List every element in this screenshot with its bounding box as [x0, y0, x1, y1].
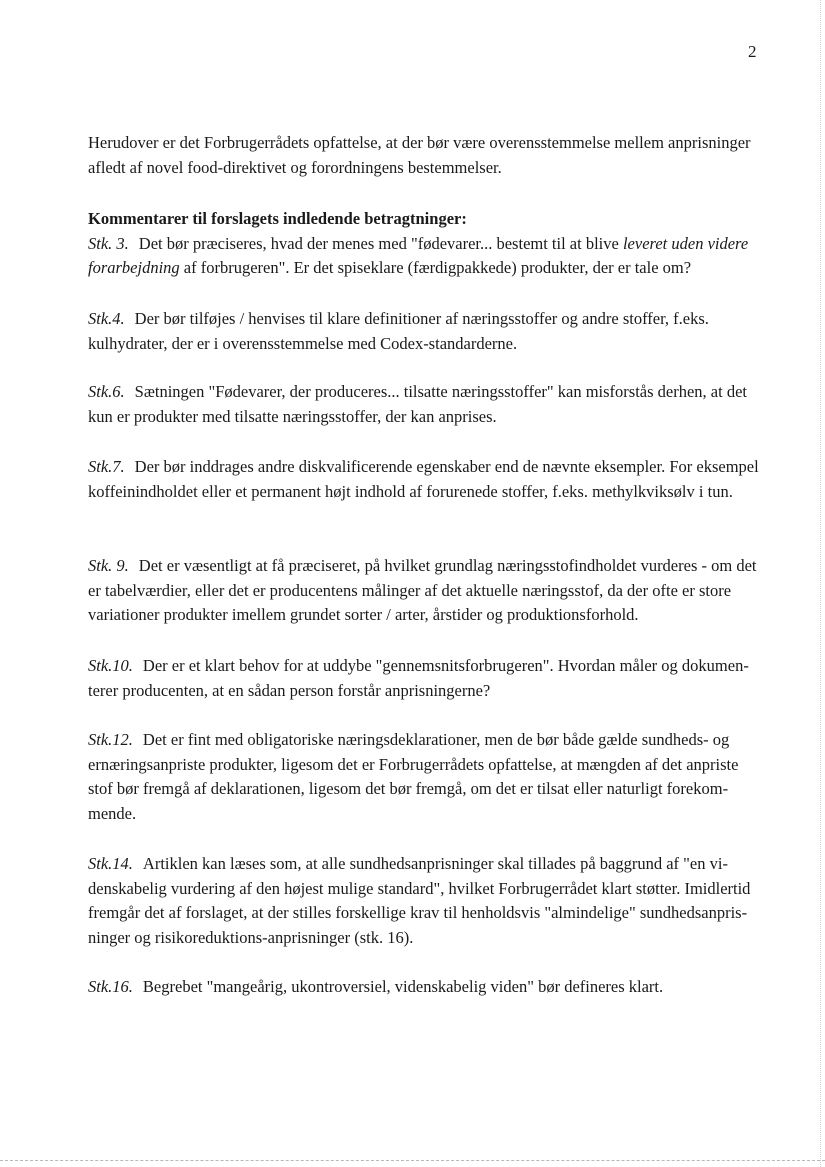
stk-3-emphasis: leveret uden videre forarbejdning	[88, 233, 749, 277]
stk-14-text: Artiklen kan læses som, at alle sundhedsanprisninger skal tillades på baggrund af "en videnskabelig vurdering af den højest mulige standard", hvilket Forbrugerrådet klart støtter. Imidlertid fremgår det af forslaget, at der stilles forskellige krav til henholdsvis "almindelige" sundhedsanprisninger og risikoreduktions-anprisninger (stk. 16).	[88, 854, 751, 947]
stk-9-paragraph	[88, 554, 760, 628]
stk-10-text: Der er et klart behov for at uddybe "gennemsnitsforbrugeren". Hvordan måler og dokumenterer producenten, at en sådan person forstår anprisningerne?	[88, 656, 749, 700]
stk-6-text: Sætningen "Fødevarer, der produceres... tilsatte næringsstoffer" kan misforstås derhen, at det kun er produkter med tilsatte næringsstoffer, der kan anprises.	[88, 382, 747, 426]
stk-16-paragraph	[88, 975, 760, 1000]
stk-12-text: Det er fint med obligatoriske næringsdeklarationer, men de bør både gælde sundheds- og ernæringsanpriste produkter, ligesom det er Forbrugerrådets opfattelse, at mængden af det anpriste stof bør fremgå af deklarationen, ligesom det bør fremgå, om det er tilsat eller naturligt forekommende.	[88, 730, 739, 823]
stk-3-label: Stk. 3.	[88, 233, 129, 253]
page-number: 2	[748, 42, 757, 61]
scan-right-edge	[820, 0, 821, 1167]
stk-7-text: Der bør inddrages andre diskvalificerende egenskaber end de nævnte eksempler. For eksempel koffeinindholdet eller et permanent højt indhold af forurenede stoffer, f.eks. methylkviksølv i tun.	[88, 457, 759, 501]
stk-7-paragraph	[88, 455, 760, 504]
stk-4-label: Stk.4.	[88, 309, 125, 328]
stk-14-label: Stk.14.	[88, 854, 133, 873]
intro-paragraph: Herudover er det Forbrugerrådets opfattelse, at der bør være overensstemmelse mellem anprisninger afledt af novel food-direktivet og forordningens bestemmelser.	[88, 133, 751, 177]
stk-16-text: Begrebet "mangeårig, ukontroversiel, videnskabelig viden" bør defineres klart.	[142, 977, 664, 996]
stk-12-paragraph	[88, 728, 760, 826]
stk-4-text: Der bør tilføjes / henvises til klare definitioner af næringsstoffer og andre stoffer, f.eks. kulhydrater, der er i overensstemmelse med Codex-standarderne.	[88, 309, 709, 353]
stk-3-text-a: Det bør præciseres, hvad der menes med "fødevarer... bestemt til at blive	[138, 233, 623, 253]
stk-6-paragraph	[88, 380, 760, 429]
stk-4-paragraph	[88, 307, 760, 356]
comments-section	[88, 207, 760, 281]
stk-12-label: Stk.12.	[88, 730, 133, 749]
stk-3-text-b: af forbrugeren". Er det spiseklare (færdigpakkede) produkter, der er tale om?	[179, 258, 692, 277]
stk-10-label: Stk.10.	[88, 656, 133, 675]
stk-10-paragraph	[88, 654, 760, 703]
scan-bottom-edge	[0, 1160, 825, 1161]
stk-9-label: Stk. 9.	[88, 556, 129, 575]
stk-14-paragraph	[88, 852, 760, 950]
stk-7-label: Stk.7.	[88, 457, 125, 476]
section-heading: Kommentarer til forslagets indledende betragtninger:	[88, 209, 467, 228]
stk-3-paragraph	[88, 232, 760, 281]
stk-6-label: Stk.6.	[88, 382, 125, 401]
stk-16-label: Stk.16.	[88, 977, 133, 996]
stk-9-text: Det er væsentligt at få præciseret, på hvilket grundlag næringsstofindholdet vurderes - om det er tabelværdier, eller det er producentens målinger af det aktuelle næringsstof, da der ofte er store variationer produkter imellem grundet sorter / arter, årstider og produktionsforhold.	[88, 556, 757, 624]
